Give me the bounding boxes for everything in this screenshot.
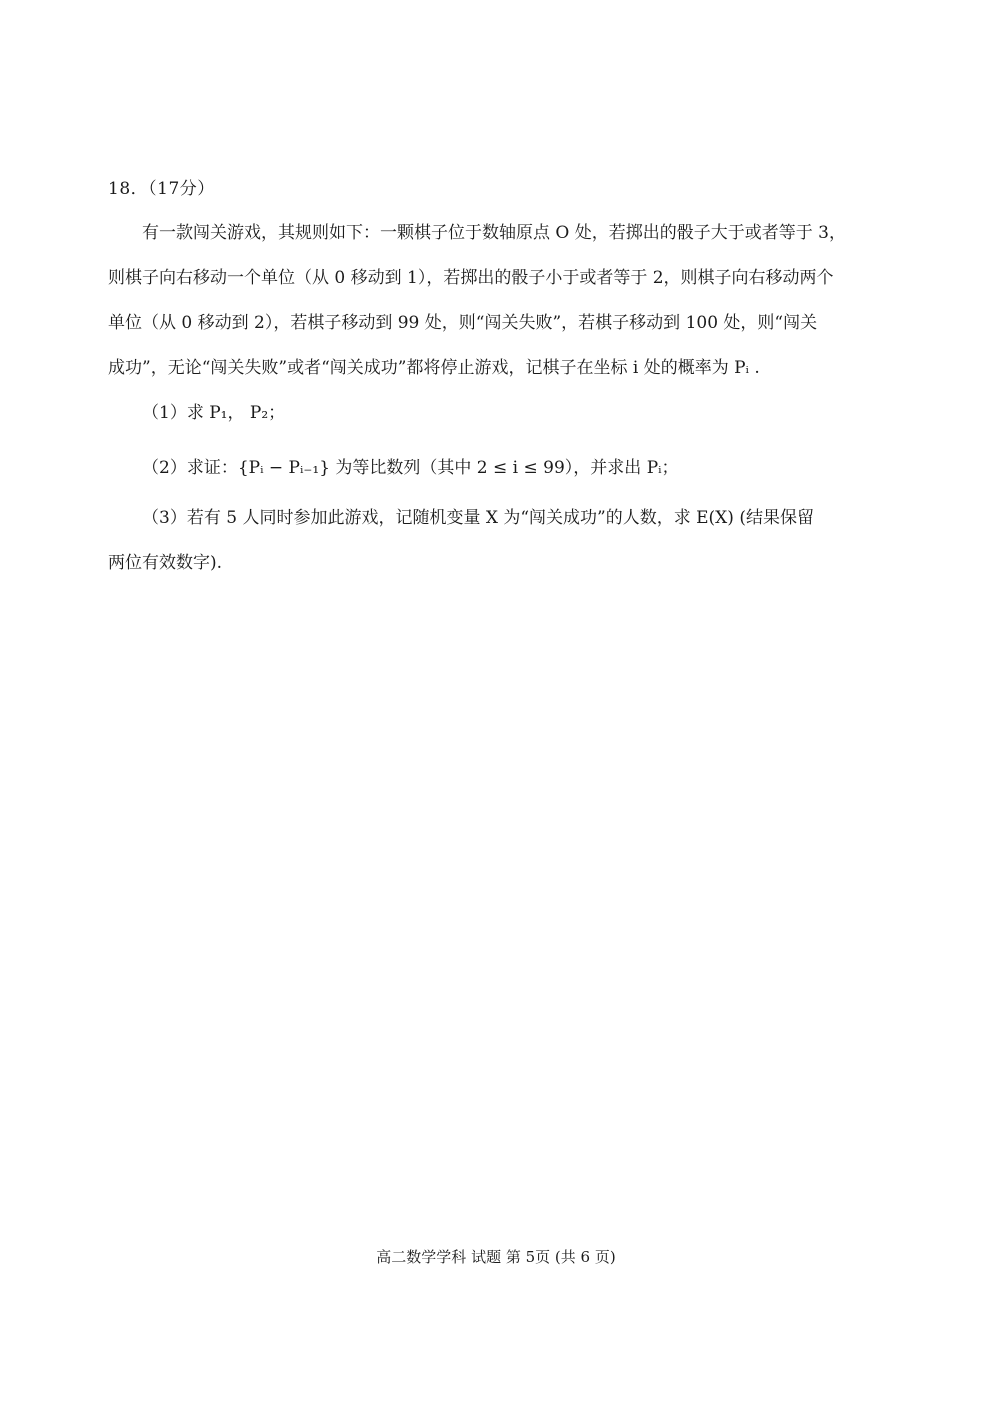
- sub-question-3-line-1: （3）若有 5 人同时参加此游戏，记随机变量 X 为“闯关成功”的人数，求 E(X) (结果保留: [142, 508, 814, 528]
- question-stem: [108, 211, 884, 391]
- stem-line-3: 单位（从 0 移动到 2），若棋子移动到 99 处，则“闯关失败”，若棋子移动到 100 处，则“闯关: [108, 313, 818, 333]
- sub-question-2: （2）求证：{Pᵢ − Pᵢ₋₁} 为等比数列（其中 2 ≤ i ≤ 99），并求出 Pᵢ；: [142, 458, 679, 478]
- question-header: 18．（17分）: [108, 179, 215, 199]
- stem-line-2: 则棋子向右移动一个单位（从 0 移动到 1），若掷出的骰子小于或者等于 2，则棋子向右移动两个: [108, 268, 834, 288]
- page-footer: 高二数学学科 试题 第 5页 (共 6 页): [376, 1248, 616, 1266]
- sub-question-1: （1）求 P₁， P₂；: [142, 403, 286, 423]
- sub-question-3-line-2: 两位有效数字).: [108, 553, 223, 573]
- sub-question-3: [108, 496, 884, 586]
- stem-line-1: 有一款闯关游戏，其规则如下：一颗棋子位于数轴原点 O 处，若掷出的骰子大于或者等于 3，: [142, 223, 846, 243]
- stem-line-4: 成功”，无论“闯关失败”或者“闯关成功”都将停止游戏，记棋子在坐标 i 处的概率为 Pᵢ .: [108, 358, 760, 378]
